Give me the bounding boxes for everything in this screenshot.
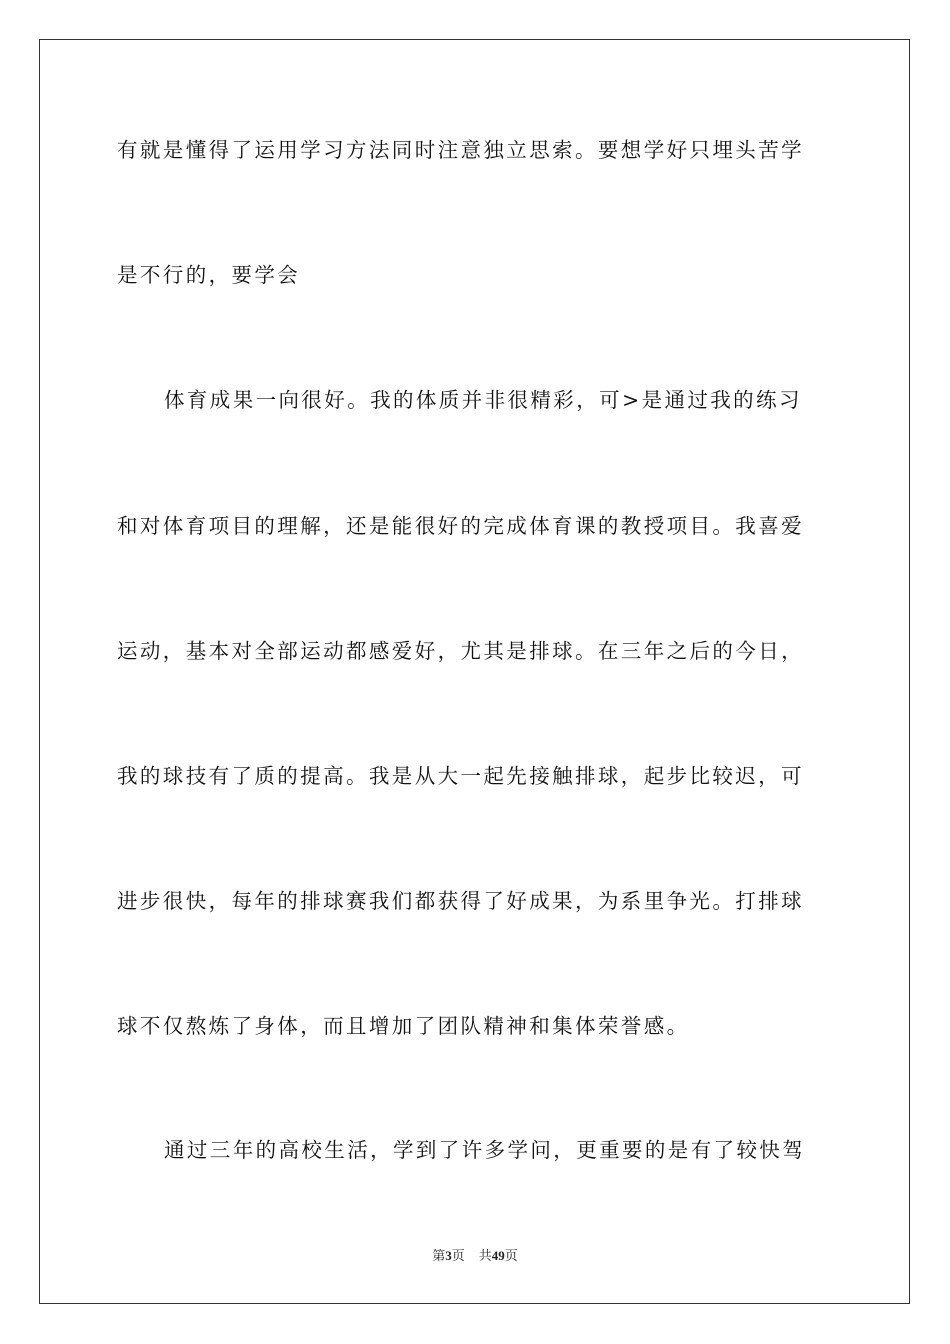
page-border <box>39 39 910 1304</box>
page-suffix: 页 <box>451 1248 465 1263</box>
body-text-line: 通过三年的高校生活，学到了许多学问，更重要的是有了较快驾 <box>164 1138 806 1162</box>
page-footer <box>0 1247 950 1265</box>
total-pages: 49 <box>491 1248 505 1263</box>
body-text-line: 进步很快，每年的排球赛我们都获得了好成果，为系里争光。打排球 <box>117 889 804 913</box>
page-number: 3 <box>445 1248 452 1263</box>
page-prefix: 第 <box>432 1248 446 1263</box>
body-text-line: 球不仅熬炼了身体，而且增加了团队精神和集体荣誉感。 <box>117 1014 690 1038</box>
body-text-line: 体育成果一向很好。我的体质并非很精彩，可>是通过我的练习 <box>164 388 802 412</box>
body-text-line: 运动，基本对全部运动都感爱好，尤其是排球。在三年之后的今日， <box>117 639 804 663</box>
body-text-line: 是不行的，要学会 <box>117 263 301 287</box>
body-text-line: 和对体育项目的理解，还是能很好的完成体育课的教授项目。我喜爱 <box>117 514 804 538</box>
total-suffix: 页 <box>504 1248 518 1263</box>
total-prefix: 共 <box>478 1248 492 1263</box>
body-text-line: 有就是懂得了运用学习方法同时注意独立思索。要想学好只埋头苦学 <box>117 138 804 162</box>
body-text-line: 我的球技有了质的提高。我是从大一起先接触排球，起步比较迟，可 <box>117 764 804 788</box>
